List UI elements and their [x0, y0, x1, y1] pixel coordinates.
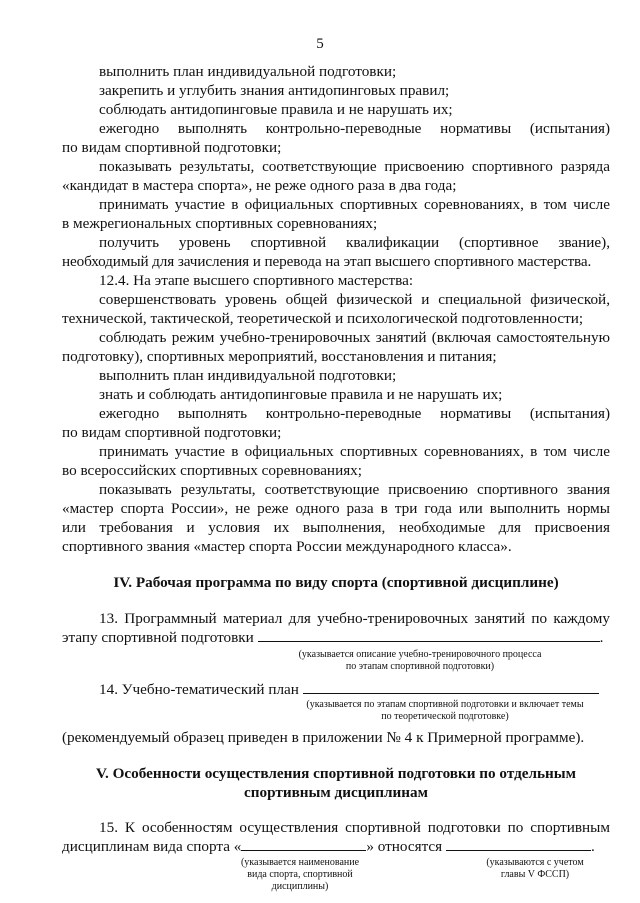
- text-line: принимать участие в официальных спортивных соревнованиях, в том числе: [99, 196, 610, 213]
- item-15-prefix: дисциплинам вида спорта «: [62, 838, 242, 855]
- section-heading-v-line1: V. Особенности осуществления спортивной подготовки по отдельным: [95, 765, 577, 782]
- text-line: принимать участие в официальных спортивных соревнованиях, в том числе: [99, 443, 610, 460]
- item-14-blank: [303, 681, 599, 694]
- item-15-caption-left: (указывается наименование вида спорта, спортивной дисциплины): [240, 857, 360, 892]
- item-14-caption: (указывается по этапам спортивной подготовки и включает темы по теоретической подготовке): [306, 699, 584, 722]
- text-line: получить уровень спортивной квалификации (спортивное звание),: [99, 234, 610, 251]
- item-13-blank: [258, 629, 600, 642]
- item-13-label: этапу спортивной подготовки: [62, 629, 254, 646]
- text-line: в межрегиональных спортивных соревнованиях;: [62, 215, 378, 232]
- section-heading-v-line2: спортивным дисциплинам: [244, 784, 428, 801]
- text-line: ежегодно выполнять контрольно-переводные нормативы (испытания): [99, 120, 610, 137]
- text-line: по видам спортивной подготовки;: [62, 139, 282, 156]
- item-13-caption: (указывается описание учебно-тренировочного процесса по этапам спортивной подготовки): [298, 649, 542, 672]
- text-line: 12.4. На этапе высшего спортивного мастерства:: [99, 272, 414, 289]
- text-line: технической, тактической, теоретической и психологической подготовленности;: [62, 310, 584, 327]
- text-line: выполнить план индивидуальной подготовки;: [99, 63, 397, 80]
- item-15-sport-blank: [241, 838, 366, 851]
- section-heading-iv: IV. Рабочая программа по виду спорта (спортивной дисциплине): [113, 574, 559, 591]
- item-14-line: [99, 680, 610, 699]
- text-line: во всероссийских спортивных соревнованиях;: [62, 462, 362, 479]
- text-line: подготовку), спортивных мероприятий, восстановления и питания;: [62, 348, 497, 365]
- text-line: выполнить план индивидуальной подготовки;: [99, 367, 397, 384]
- item-15-line-2: дисциплинам вида спорта « » относятся .: [62, 838, 595, 855]
- item-13-line: 13. Программный материал для учебно-тренировочных занятий по каждому: [99, 610, 610, 627]
- text-line: или требования и условия их выполнения, необходимые для присвоения: [62, 519, 610, 536]
- text-line: необходимый для зачисления и перевода на этап высшего спортивного мастерства.: [62, 253, 592, 270]
- item-15-caption-right: (указываются с учетом главы V ФССП): [486, 857, 584, 880]
- page-number: 5: [316, 36, 324, 52]
- text-line: «мастер спорта России», не реже одного раза в три года или выполнить нормы: [62, 500, 610, 517]
- text-line: спортивного звания «мастер спорта России международного класса».: [62, 538, 512, 555]
- text-line: ежегодно выполнять контрольно-переводные нормативы (испытания): [99, 405, 610, 422]
- text-line: соблюдать антидопинговые правила и не нарушать их;: [99, 101, 453, 118]
- item-13-line-2: этапу спортивной подготовки .: [62, 629, 604, 646]
- item-15-features-blank: [446, 838, 591, 851]
- text-line: закрепить и углубить знания антидопинговых правил;: [99, 82, 450, 99]
- item-15-line: 15. К особенностям осуществления спортивной подготовки по спортивным: [99, 819, 610, 836]
- item-15-suffix: » относятся: [366, 838, 443, 855]
- text-line: знать и соблюдать антидопинговые правила и не нарушать их;: [99, 386, 503, 403]
- item-14-label: 14. Учебно-тематический план: [99, 681, 299, 698]
- text-line: совершенствовать уровень общей физической и специальной физической,: [99, 291, 610, 308]
- text-line: соблюдать режим учебно-тренировочных занятий (включая самостоятельную: [99, 329, 610, 346]
- text-line: показывать результаты, соответствующие присвоению спортивного звания: [99, 481, 610, 498]
- item-14-note: (рекомендуемый образец приведен в приложении № 4 к Примерной программе).: [62, 729, 585, 746]
- text-line: «кандидат в мастера спорта», не реже одного раза в два года;: [62, 177, 457, 194]
- text-line: показывать результаты, соответствующие присвоению спортивного разряда: [99, 158, 610, 175]
- text-line: по видам спортивной подготовки;: [62, 424, 282, 441]
